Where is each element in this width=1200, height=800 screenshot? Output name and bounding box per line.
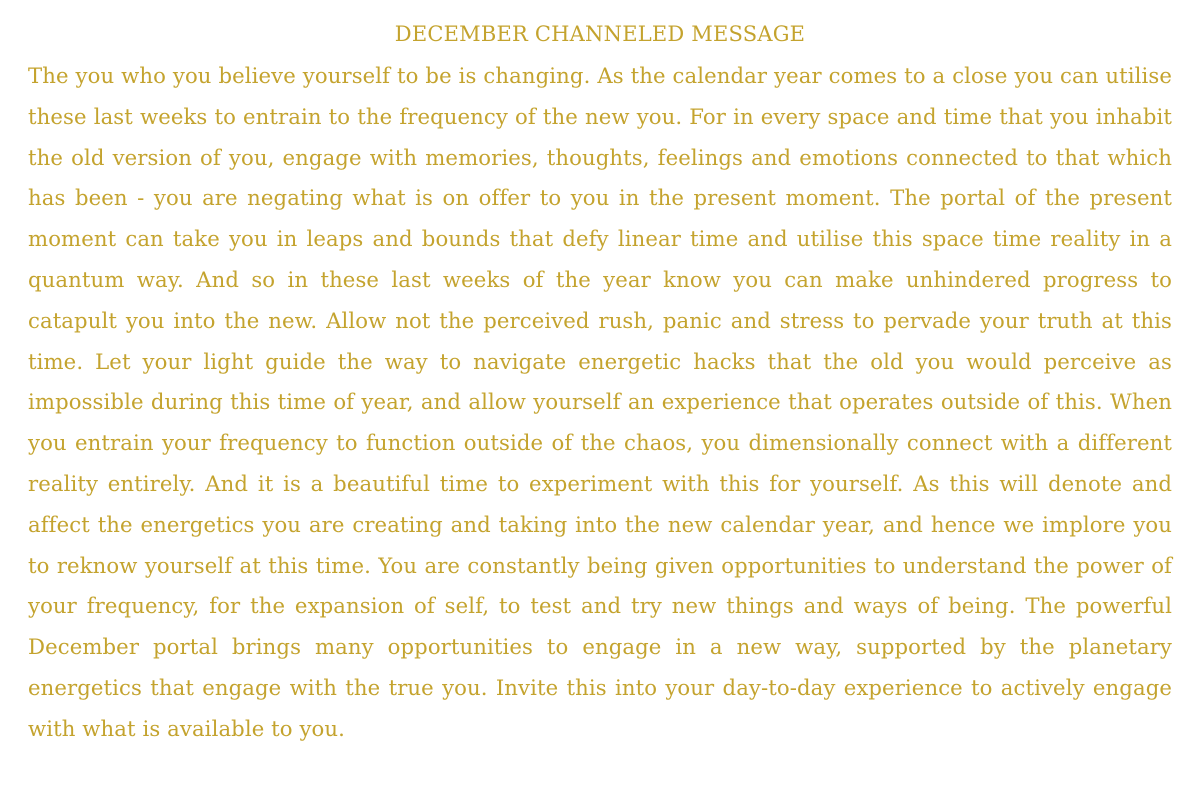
message-body: The you who you believe yourself to be is changing. As the calendar year comes to a close you can utilise these last weeks to entrain to the frequency of the new you. For in every space and time that you inhabit the old version of you, engage with memories, thoughts, feelings and emotions connected to that which has been - you are negating what is on offer to you in the present moment. The portal of the present moment can take you in leaps and bounds that defy linear time and utilise this space time reality in a quantum way. And so in these last weeks of the year know you can make unhindered progress to catapult you into the new. Allow not the perceived rush, panic and stress to pervade your truth at this time. Let your light guide the way to navigate energetic hacks that the old you would perceive as impossible during this time of year, and allow yourself an experience that operates outside of this. When you entrain your frequency to function outside of the chaos, you dimensionally connect with a different reality entirely. And it is a beautiful time to experiment with this for yourself. As this will denote and affect the energetics you are creating and taking into the new calendar year, and hence we implore you to reknow yourself at this time. You are constantly being given opportunities to understand the power of your frequency, for the expansion of self, to test and try new things and ways of being. The powerful December portal brings many opportunities to engage in a new way, supported by the planetary energetics that engage with the true you. Invite this into your day-to-day experience to actively engage with what is available to you. [28,63,1172,741]
document-title: DECEMBER CHANNELED MESSAGE [394,22,806,46]
